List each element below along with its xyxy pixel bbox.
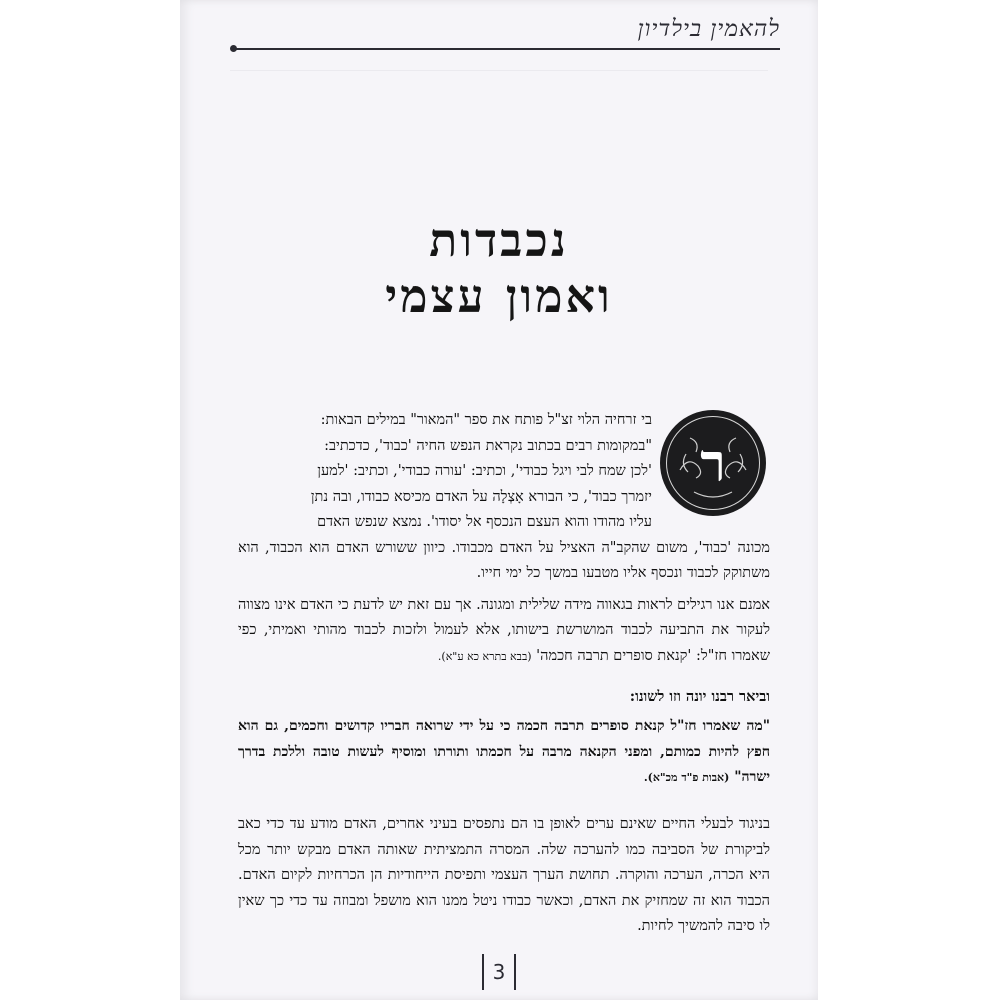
paragraph-final (238, 812, 770, 946)
block-quote (238, 714, 770, 797)
paragraph-2-citation: (בבא בתרא כא ע"א). (437, 649, 532, 663)
text-line: בי זרחיה הלוי זצ"ל פותח את ספר "המאור" במילים הבאות: (320, 412, 652, 428)
paragraph-final-text: בניגוד לבעלי החיים שאינם ערים לאופן בו הם נתפסים בעיני אחרים, האדם מודע עד כדי כאב לביקורת של הסביבה כמו להערכה שלה. המסרה התמציתית שאותה האדם מבקש יותר מכל היא הכרה, הערכה והוקרה. תחושת הערך העצמי ותפיסת הייחודיות הן הכרחיות לקיום האדם. הכבוד הוא זה שמחזיק את האדם, וכאשר כבודו ניטל ממנו הוא מושפל ומבוזה עד כדי כך שאין לו סיבה להמשיך לחיות. (238, 816, 770, 934)
paragraph-2-text: אמנם אנו רגילים לראות בגאווה מידה שלילית ומגונה. אך עם זאת יש לדעת כי האדם אינו מצווה לעקור את התביעה לכבוד המושרשת בישותו, אלא לעמול ולזכות לכבוד מהותי ואמיתי, כפי שאמרו חז"ל: 'קנאת סופרים תרבה חכמה' (238, 596, 770, 664)
quote-citation: (אבות פ"ד מכ"א). (643, 771, 730, 784)
book-page (180, 0, 818, 1000)
paragraph-1-cap-lines (238, 408, 652, 536)
paragraph-1-continuation: מכונה 'כבוד', משום שהקב"ה האציל על האדם מכבודו. כיוון ששורש האדם הוא הכבוד, הוא משתוקק לכבוד ונכסף אליו מטבעו במשך כל ימי חייו. (238, 539, 770, 581)
quote-paragraph (238, 714, 770, 791)
quote-text: "מה שאמרו חז"ל קנאת סופרים תרבה חכמה כי על ידי שרואה חבריו קדושים וחכמים, גם הוא חפץ להיות כמותם, ומפני הקנאה מרבה על חכמתו ותורתו ומוסיף לעשות טובה וללכת בדרך ישרה" (238, 718, 770, 785)
text-line: עליו מהודו והוא העצם הנכסף אל יסודו'. נמצא שנפש האדם (317, 514, 652, 530)
drop-cap-letter: ר (700, 432, 726, 494)
chapter-title (240, 212, 758, 324)
page-number-text: 3 (492, 960, 506, 984)
running-head-title: להאמין בילדיון (637, 16, 780, 42)
paragraph-1 (238, 408, 770, 675)
running-head (224, 8, 780, 48)
header-rule (232, 48, 780, 50)
text-line: "במקומות רבים בכתוב נקראת הנפש החיה 'כבוד', כדכתיב: (324, 437, 652, 454)
chapter-title-line1: נכבדות (429, 213, 569, 267)
text-line: 'לכן שמח לבי ויגל כבודי', וכתיב: 'עורה כבודי', וכתיב: 'למען (317, 463, 652, 479)
quote-lead-text: וביאר רבנו יונה וזו לשונו: (629, 688, 770, 705)
page-number (482, 954, 516, 990)
quote-introduction (238, 684, 770, 716)
text-line: יזמרך כבוד', כי הבורא אָצְלָה על האדם מכיסא כבודו, ובה נתן (310, 488, 652, 505)
header-rule-dot (230, 45, 237, 52)
chapter-title-line2: ואמון עצמי (385, 269, 613, 323)
paragraph-2 (238, 593, 770, 670)
